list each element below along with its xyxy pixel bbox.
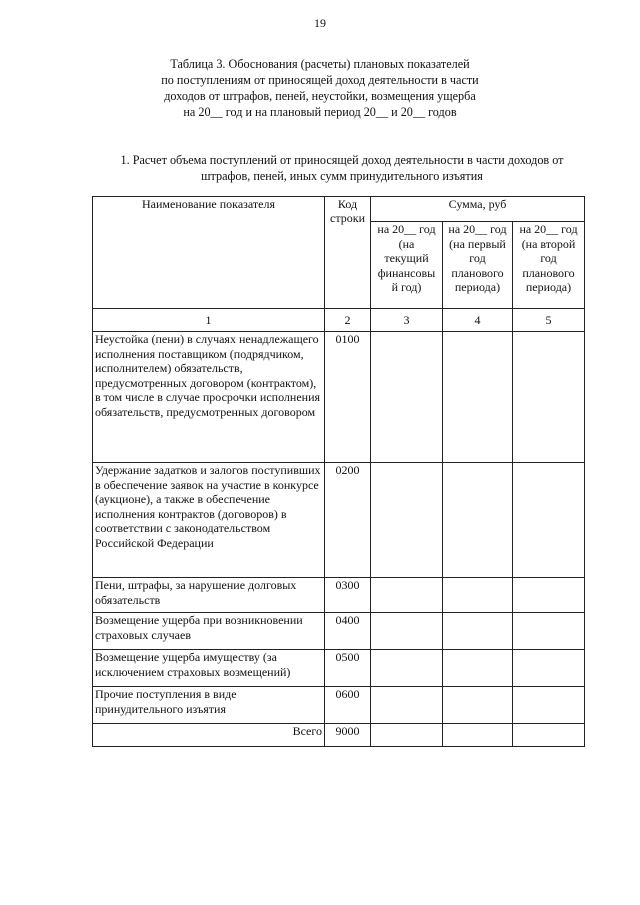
header-year-line: (на [398,236,415,251]
header-year-line: й год) [391,280,422,295]
header-sum: Сумма, руб [371,197,585,222]
value-cell-first-plan-year[interactable] [443,578,513,613]
header-year-line: планового [451,265,504,280]
header-year-line: (на второй [521,236,576,251]
indicator-name: Неустойка (пени) в случаях ненадлежащего исполнения поставщиком (подрядчиком, исполнителем) обязательств, предусмотренных договором (контрактом), в том числе в случае просрочки исполнения обязательств, предусмотренных договором [93,332,325,463]
row-code: 0500 [325,650,371,687]
value-cell-first-plan-year[interactable] [443,613,513,650]
header-year-line: на 20__ год [519,222,578,236]
column-number: 2 [325,309,371,332]
total-value-second-plan-year[interactable] [513,724,585,747]
header-year-line: планового [522,265,575,280]
value-cell-second-plan-year[interactable] [513,332,585,463]
table-row [93,463,585,578]
value-cell-first-plan-year[interactable] [443,463,513,578]
table-title-line: доходов от штрафов, пеней, неустойки, возмещения ущерба [164,89,476,103]
value-cell-current-year[interactable] [371,332,443,463]
header-row [93,197,585,222]
header-code-line: Код [337,197,358,211]
value-cell-current-year[interactable] [371,650,443,687]
header-current-year [371,222,443,309]
value-cell-current-year[interactable] [371,613,443,650]
header-year-line: на 20__ год [448,222,507,236]
indicator-name: Возмещение ущерба при возникновении страховых случаев [93,613,325,650]
header-year-line: периода) [525,280,572,295]
table-row [93,613,585,650]
header-year-line: текущий [384,251,429,266]
header-year-line: год [469,251,486,266]
value-cell-current-year[interactable] [371,578,443,613]
indicator-name: Удержание задатков и залогов поступивших в обеспечение заявок на участие в конкурсе (аукционе), а также в обеспечение исполнения контрактов (договоров) в соответствии с законодательством Российской Федерации [93,463,325,578]
value-cell-first-plan-year[interactable] [443,687,513,724]
indicator-name: Возмещение ущерба имуществу (за исключением страховых возмещений) [93,650,325,687]
header-year-line: на 20__ год [377,222,436,236]
section-title [92,152,592,184]
page-number: 19 [314,16,326,30]
column-number: 5 [513,309,585,332]
indicator-name: Пени, штрафы, за нарушение долговых обязательств [93,578,325,613]
total-row-code: 9000 [325,724,371,747]
column-numbers-row [93,309,585,332]
table-row [93,332,585,463]
header-year-line: год [540,251,557,266]
table-row [93,578,585,613]
value-cell-current-year[interactable] [371,687,443,724]
total-value-current-year[interactable] [371,724,443,747]
row-code: 0600 [325,687,371,724]
column-number: 4 [443,309,513,332]
indicator-name: Прочие поступления в виде принудительного изъятия [93,687,325,724]
row-code: 0300 [325,578,371,613]
revenue-table [92,196,585,747]
value-cell-second-plan-year[interactable] [513,687,585,724]
column-number: 3 [371,309,443,332]
table-title [110,56,530,120]
header-indicator-name: Наименование показателя [93,197,325,309]
table-row [93,687,585,724]
header-row-code [325,197,371,309]
table-title-line: по поступлениям от приносящей доход деятельности в части [161,73,479,87]
header-year-line: финансовы [377,265,436,280]
header-year-line: периода) [454,280,501,295]
header-code-line: строки [330,211,365,225]
section-title-line: штрафов, пеней, иных сумм принудительного изъятия [201,169,483,183]
value-cell-current-year[interactable] [371,463,443,578]
table-row [93,650,585,687]
column-number: 1 [93,309,325,332]
table-title-line: Таблица 3. Обоснования (расчеты) плановых показателей [170,57,470,71]
row-code: 0100 [325,332,371,463]
header-second-plan-year [513,222,585,309]
total-row [93,724,585,747]
value-cell-first-plan-year[interactable] [443,650,513,687]
row-code: 0200 [325,463,371,578]
value-cell-second-plan-year[interactable] [513,650,585,687]
total-label: Всего [93,724,325,747]
header-first-plan-year [443,222,513,309]
section-title-line: 1. Расчет объема поступлений от приносящей доход деятельности в части доходов от [120,153,564,167]
value-cell-second-plan-year[interactable] [513,463,585,578]
value-cell-first-plan-year[interactable] [443,332,513,463]
row-code: 0400 [325,613,371,650]
header-year-line: (на первый [449,236,506,251]
value-cell-second-plan-year[interactable] [513,613,585,650]
table-title-line: на 20__ год и на плановый период 20__ и 20__ годов [183,105,457,119]
total-value-first-plan-year[interactable] [443,724,513,747]
value-cell-second-plan-year[interactable] [513,578,585,613]
